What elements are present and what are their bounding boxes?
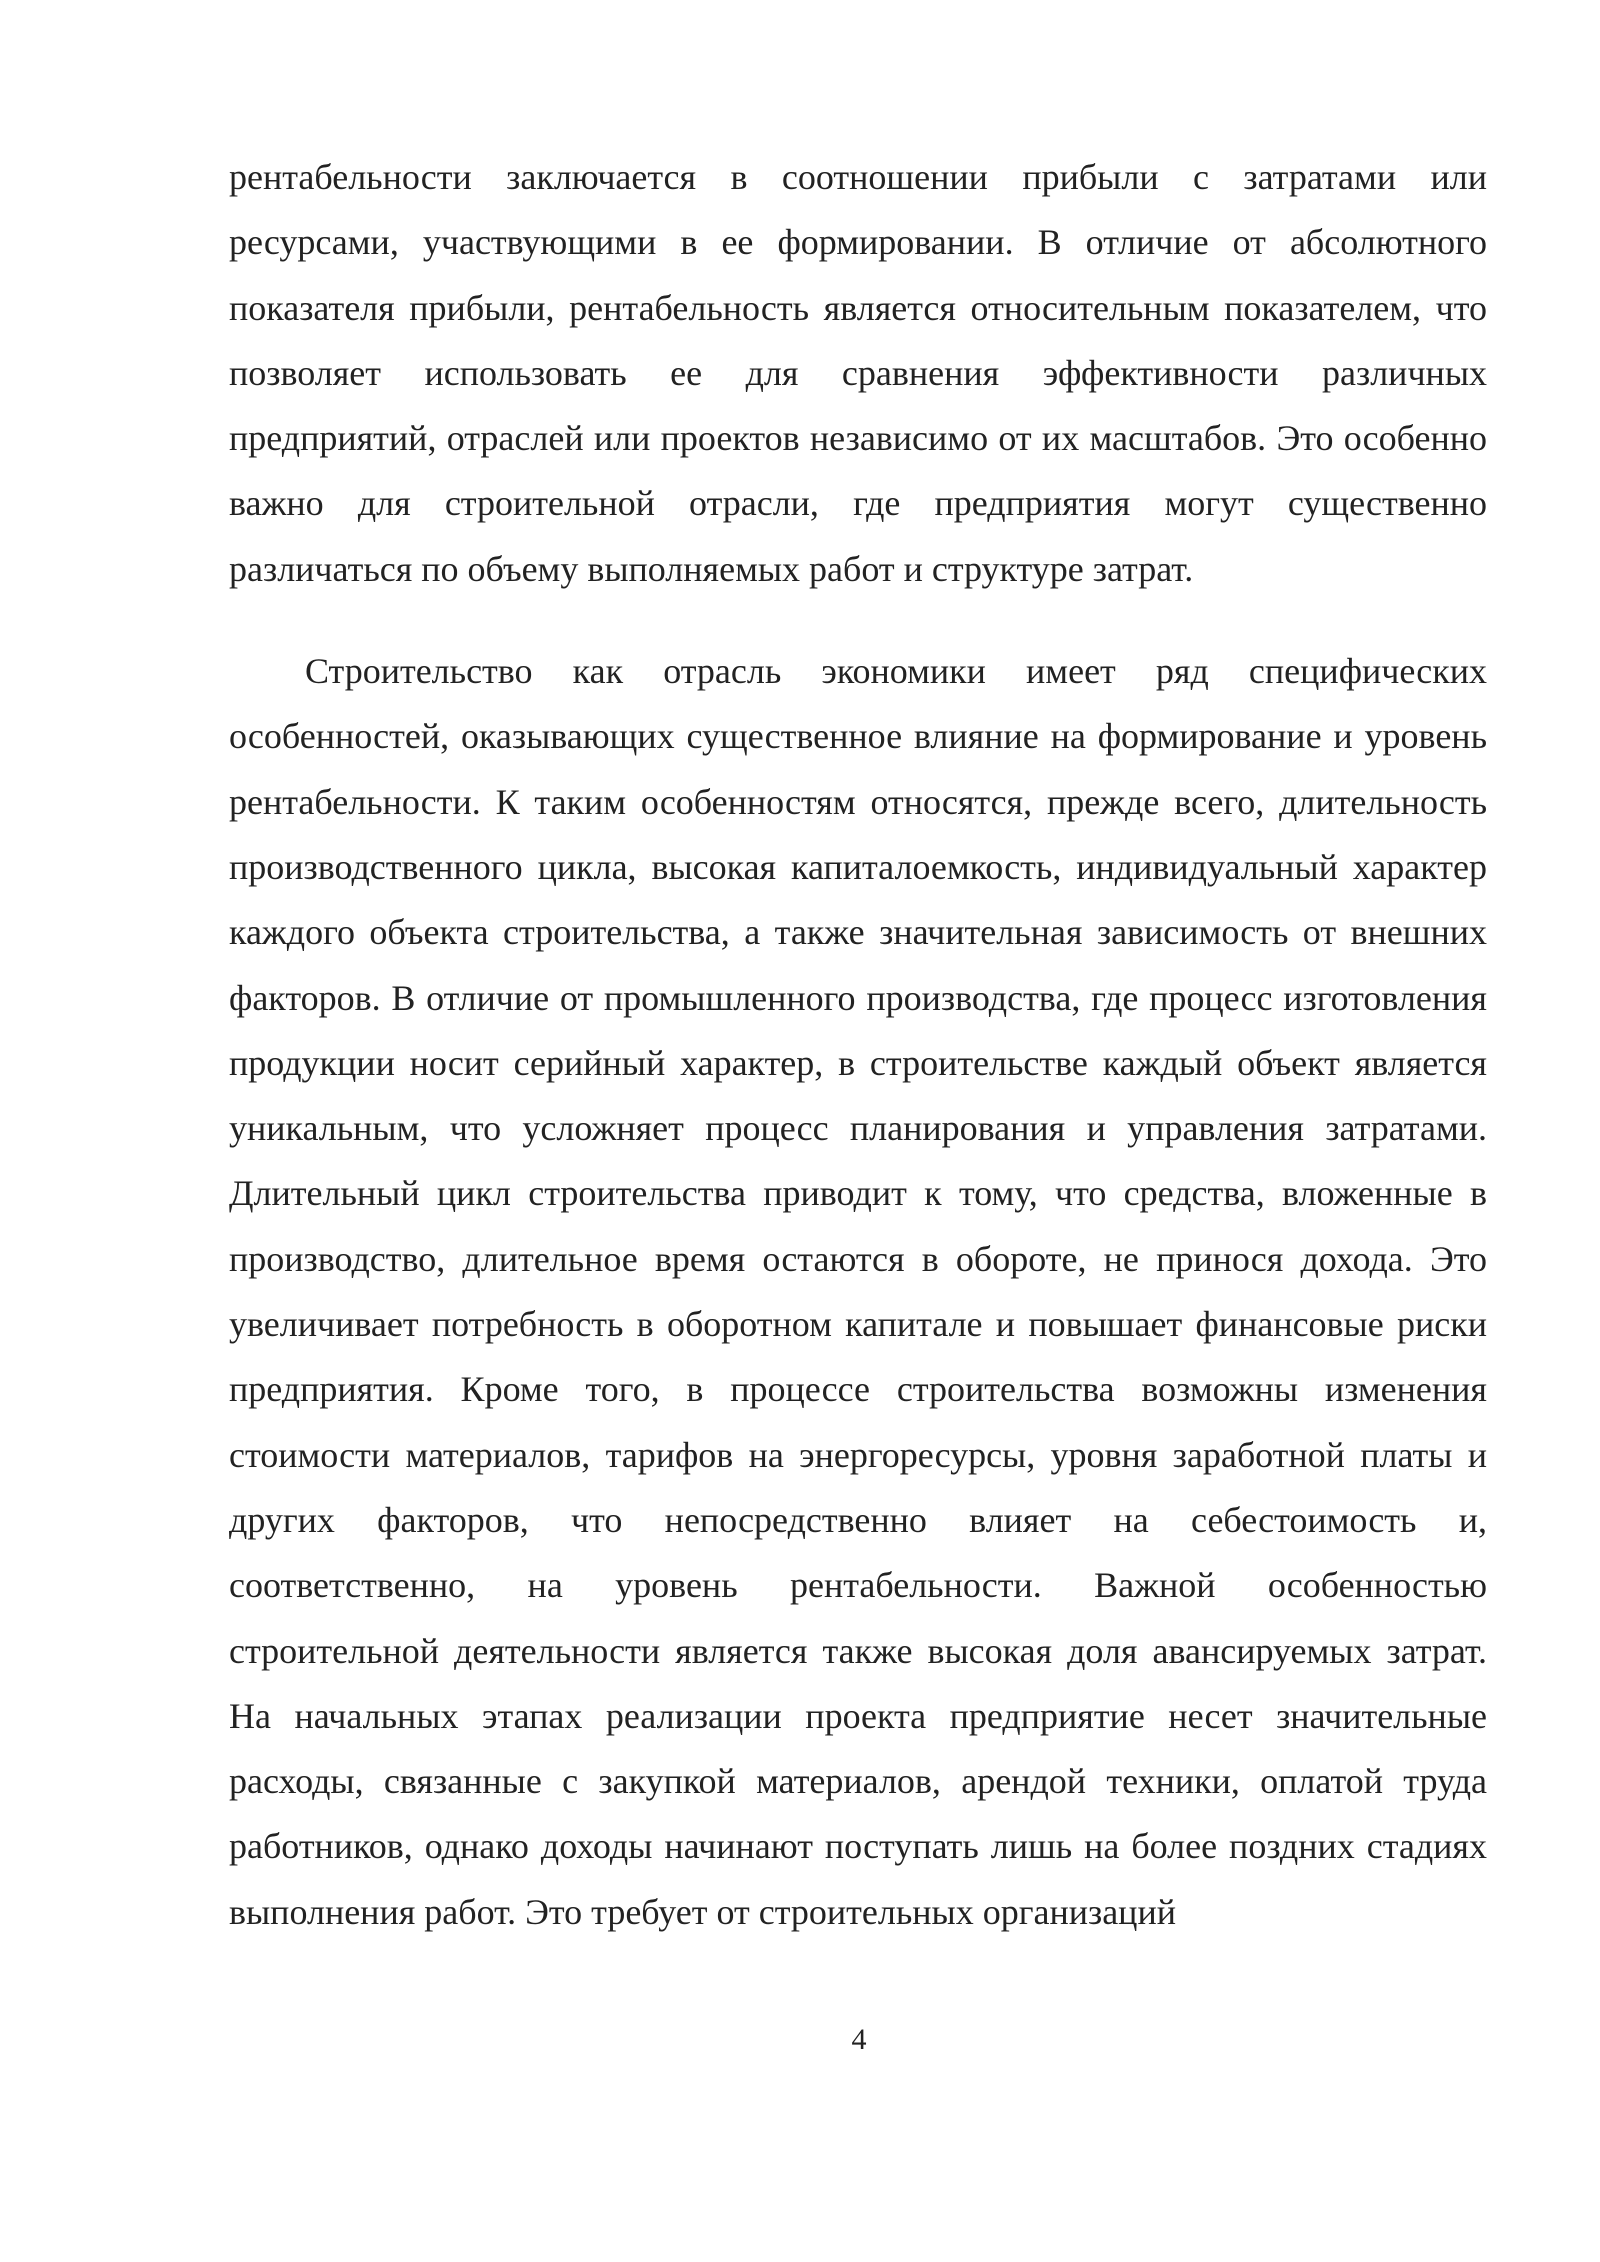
paragraph-construction-specifics: Строительство как отрасль экономики имеет ряд специфических особенностей, оказывающих существенное влияние на формирование и уровень рентабельности. К таким особенностям относятся, прежде всего, длительность производственного цикла, высокая капиталоемкость, индивидуальный характер каждого объекта строительства, а также значительная зависимость от внешних факторов. В отличие от промышленного производства, где процесс изготовления продукции носит серийный характер, в строительстве каждый объект является уникальным, что усложняет процесс планирования и управления затратами. Длительный цикл строительства приводит к тому, что средства, вложенные в производство, длительное время остаются в обороте, не принося дохода. Это увеличивает потребность в оборотном капитале и повышает финансовые риски предприятия. Кроме того, в процессе строительства возможны изменения стоимости материалов, тарифов на энергоресурсы, уровня заработной платы и других факторов, что непосредственно влияет на себестоимость и, соответственно, на уровень рентабельности. Важной особенностью строительной деятельности является также высокая доля авансируемых затрат. На начальных этапах реализации проекта предприятие несет значительные расходы, связанные с закупкой материалов, арендой техники, оплатой труда работников, однако доходы начинают поступать лишь на более поздних стадиях выполнения работ. Это требует от строительных организаций (229, 651, 1487, 1932)
page-number: 4 (851, 2023, 867, 2056)
body-text (229, 145, 1487, 1945)
paragraph-continuation: рентабельности заключается в соотношении прибыли с затратами или ресурсами, участвующими в ее формировании. В отличие от абсолютного показателя прибыли, рентабельность является относительным показателем, что позволяет использовать ее для сравнения эффективности различных предприятий, отраслей или проектов независимо от их масштабов. Это особенно важно для строительной отрасли, где предприятия могут существенно различаться по объему выполняемых работ и структуре затрат. (229, 157, 1487, 589)
